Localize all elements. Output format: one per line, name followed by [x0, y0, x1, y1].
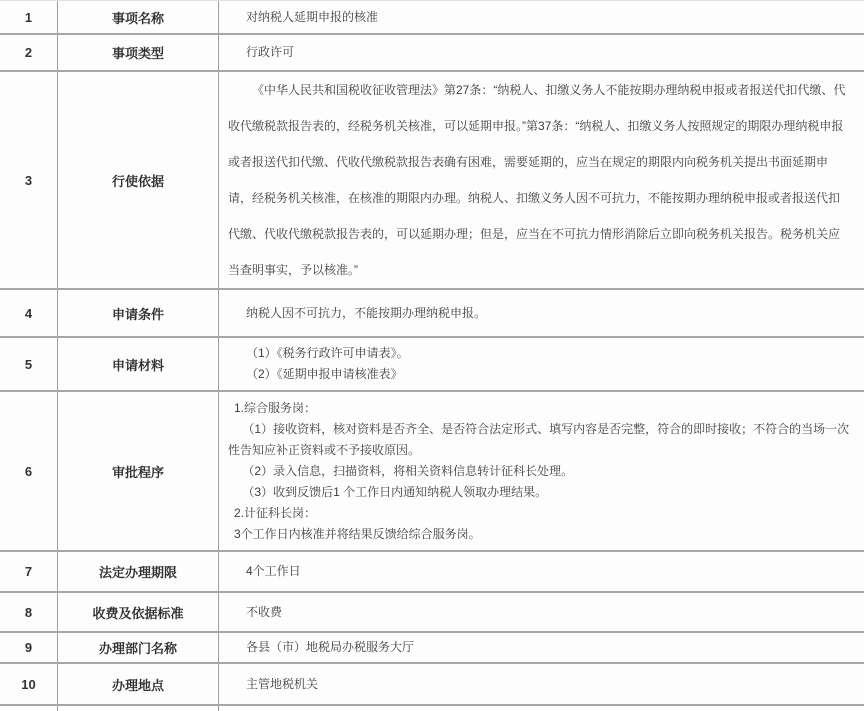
row-number: [0, 706, 58, 711]
content-line: 行政许可: [246, 45, 295, 59]
content-line: （3）收到反馈后1 个工作日内通知纳税人领取办理结果。: [242, 484, 548, 499]
table-row: [0, 338, 864, 392]
row-content: [219, 664, 864, 704]
row-content: [219, 633, 864, 662]
row-label: 事项类型: [58, 35, 219, 70]
content-line: 1.综合服务岗：: [234, 400, 317, 415]
row-number: 4: [0, 290, 58, 336]
row-content: [219, 1, 864, 33]
row-number: 2: [0, 35, 58, 70]
content-line: 各县（市）地税局办税服务大厅: [246, 640, 415, 654]
row-number: 6: [0, 392, 58, 550]
row-content: [219, 392, 864, 550]
row-label: 法定办理期限: [58, 552, 219, 591]
row-number: 1: [0, 1, 58, 33]
row-label: 申请条件: [58, 290, 219, 336]
table-row: [0, 290, 864, 338]
row-number: 5: [0, 338, 58, 390]
content-line: （2）录入信息，扫描资料，将相关资料信息转计征科长处理。: [242, 463, 574, 478]
row-label: 审批程序: [58, 392, 219, 550]
table-row: [0, 706, 864, 711]
row-label: 办理部门名称: [58, 633, 219, 662]
row-content: [219, 338, 864, 390]
content-line: 不收费: [246, 604, 283, 619]
content-line: 《中华人民共和国税收征收管理法》第27条：“纳税人、扣缴义务人不能按期办理纳税申报或者报送代扣代缴、代收代缴税款报告表的，经税务机关核准，可以延期申报。”第37条：“纳税人、扣缴义务人按照规定的期限办理纳税申报或者报送代扣代缴、代收代缴税款报告表确有困难，需要延期的，应当在规定的期限内向税务机关提出书面延期申请，经税务机关核准，在核准的期限内办理。纳税人、扣缴义务人因不可抗力，不能按期办理纳税申报或者报送代扣代缴、代收代缴税款报告表的，可以延期办理；但是，应当在不可抗力情形消除后立即向税务机关报告。税务机关应当查明事实，予以核准。”: [228, 83, 846, 277]
content-line: 4个工作日: [246, 564, 301, 578]
row-label: 申请材料: [58, 338, 219, 390]
row-content: [219, 72, 864, 288]
content-line: 纳税人因不可抗力，不能按期办理纳税申报。: [246, 305, 487, 320]
row-label: 行使依据: [58, 72, 219, 288]
table-row: [0, 35, 864, 72]
table-row: [0, 664, 864, 706]
table-row: [0, 392, 864, 552]
row-label: [58, 706, 219, 711]
row-number: 7: [0, 552, 58, 591]
row-label: 收费及依据标准: [58, 593, 219, 631]
content-line: （1）《税务行政许可申请表》。: [246, 346, 409, 360]
table-row: [0, 633, 864, 664]
row-number: 10: [0, 664, 58, 704]
table-row: [0, 1, 864, 35]
row-label: 事项名称: [58, 1, 219, 33]
row-content: [219, 35, 864, 70]
row-label: 办理地点: [58, 664, 219, 704]
row-content: [219, 593, 864, 631]
table-row: [0, 593, 864, 633]
row-number: 8: [0, 593, 58, 631]
content-line: 2.计征科长岗：: [234, 505, 317, 520]
content-line: （2）《延期申报申请核准表》: [246, 367, 403, 381]
content-line: 对纳税人延期申报的核准: [246, 9, 379, 24]
content-line: 3个工作日内核准并将结果反馈给综合服务岗。: [234, 526, 481, 541]
table-row: [0, 72, 864, 290]
row-number: 3: [0, 72, 58, 288]
row-content: [219, 290, 864, 336]
row-number: 9: [0, 633, 58, 662]
content-line: （1）接收资料，核对资料是否齐全、是否符合法定形式、填写内容是否完整，符合的即时接收；不符合的当场一次性告知应补正资料或不予接收原因。: [228, 421, 850, 457]
row-content: [219, 552, 864, 591]
row-content: [219, 706, 864, 711]
table-row: [0, 552, 864, 593]
content-line: 主管地税机关: [246, 676, 319, 691]
